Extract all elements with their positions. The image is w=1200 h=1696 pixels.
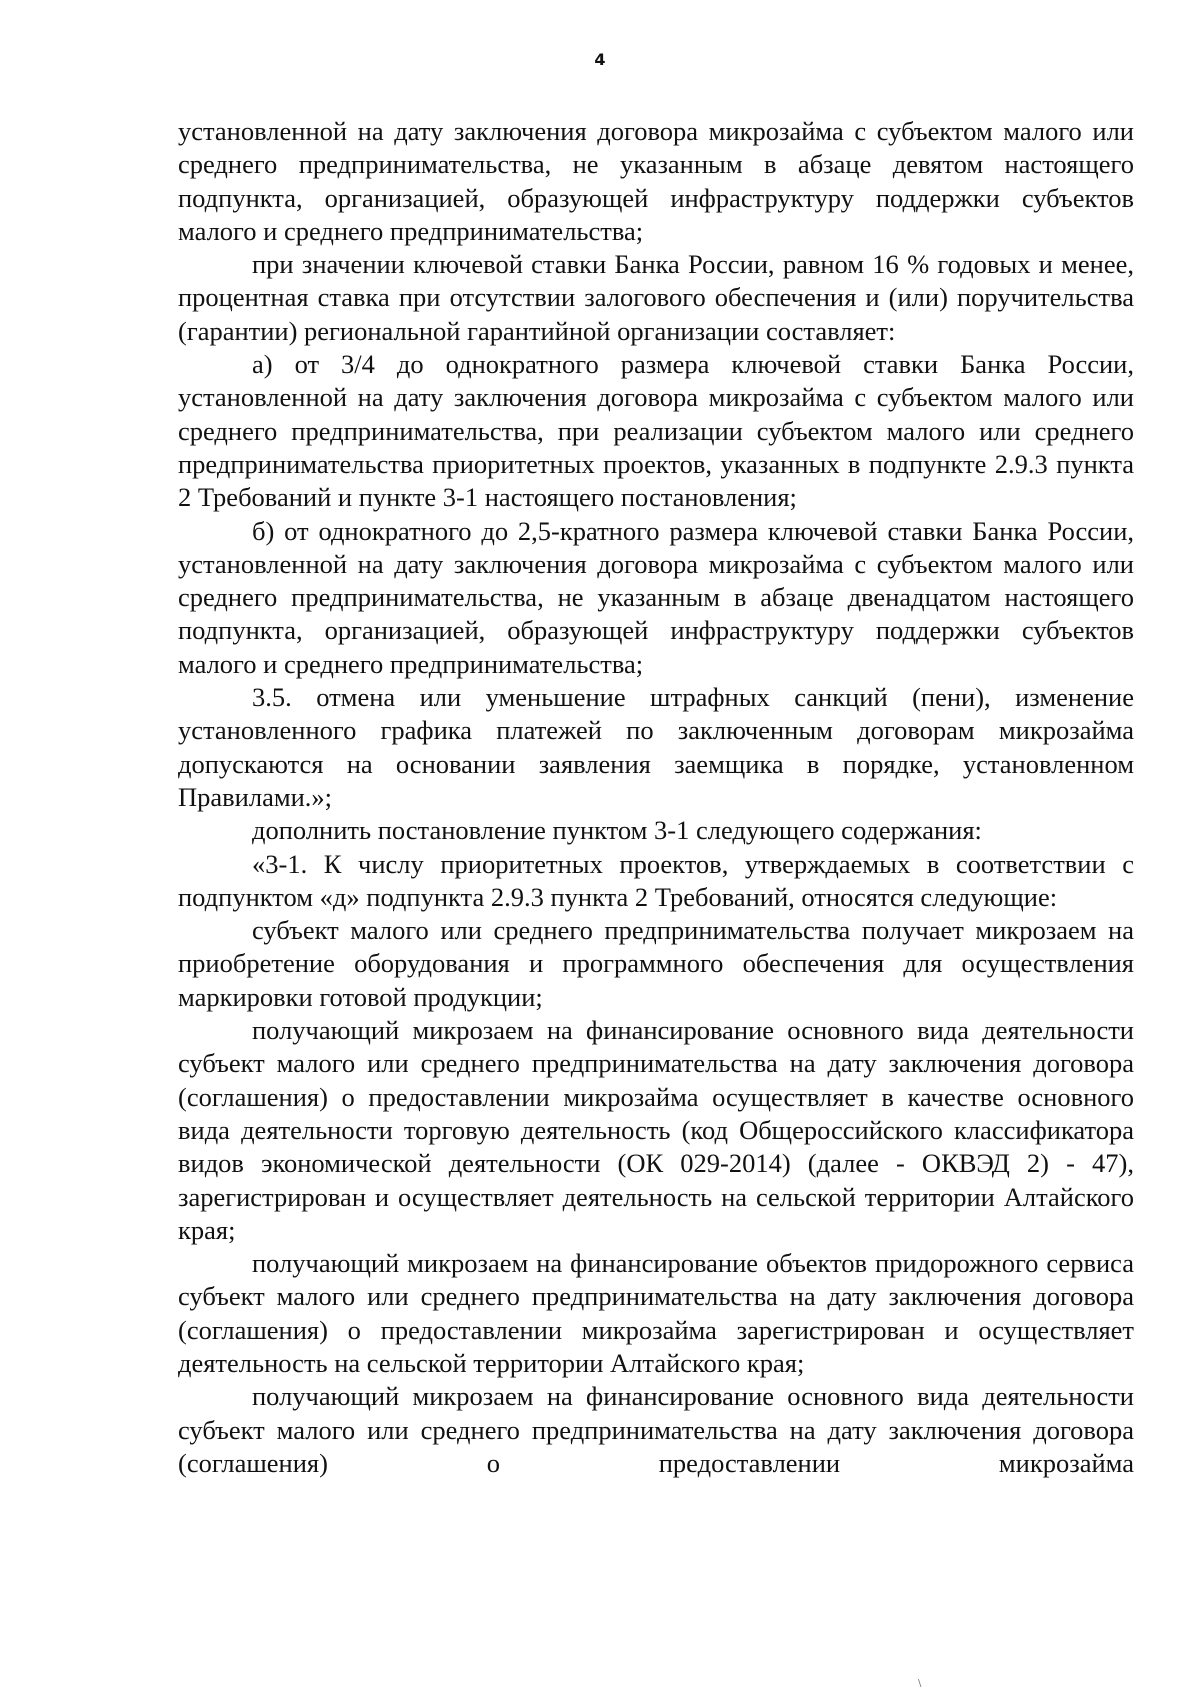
paragraph-5: 3.5. отмена или уменьшение штрафных санкций (пени), изменение установленного графика платежей по заключенным договорам микрозайма допускаются на основании заявления заемщика в порядке, установленном Правилами.»; <box>178 682 1134 812</box>
document-body <box>178 115 1134 1480</box>
paragraph-2: при значении ключевой ставки Банка России, равном 16 % годовых и менее, процентная ставка при отсутствии залогового обеспечения и (или) поручительства (гарантии) региональной гарантийной организации составляет: <box>178 249 1134 346</box>
paragraph-9: получающий микрозаем на финансирование основного вида деятельности субъект малого или среднего предпринимательства на дату заключения договора (соглашения) о предоставлении микрозайма осуществляет в качестве основного вида деятельности торговую деятельность (код Общероссийского классификатора видов экономической деятельности (ОК 029-2014) (далее - ОКВЭД 2) - 47), зарегистрирован и осуществляет деятельность на сельской территории Алтайского края; <box>178 1015 1134 1245</box>
paragraph-8: субъект малого или среднего предпринимательства получает микрозаем на приобретение оборудования и программного обеспечения для осуществления маркировки готовой продукции; <box>178 915 1134 1012</box>
paragraph-7: «3-1. К числу приоритетных проектов, утверждаемых в соответствии с подпунктом «д» подпункта 2.9.3 пункта 2 Требований, относятся следующие: <box>178 848 1134 912</box>
page-number: 4 <box>594 50 606 69</box>
paragraph-6: дополнить постановление пунктом 3-1 следующего содержания: <box>252 815 982 846</box>
paragraph-10: получающий микрозаем на финансирование объектов придорожного сервиса субъект малого или среднего предпринимательства на дату заключения договора (соглашения) о предоставлении микрозайма зарегистрирован и осуществляет деятельность на сельской территории Алтайского края; <box>178 1248 1134 1378</box>
paragraph-3: а) от 3/4 до однократного размера ключевой ставки Банка России, установленной на дату заключения договора микрозайма с субъектом малого или среднего предпринимательства, при реализации субъектом малого или среднего предпринимательства приоритетных проектов, указанных в подпункте 2.9.3 пункта 2 Требований и пункте 3-1 настоящего постановления; <box>178 349 1134 513</box>
paragraph-11: получающий микрозаем на финансирование основного вида деятельности субъект малого или среднего предпринимательства на дату заключения договора (соглашения) о предоставлении микрозайма <box>178 1381 1134 1478</box>
paragraph-4: б) от однократного до 2,5-кратного размера ключевой ставки Банка России, установленной на дату заключения договора микрозайма с субъектом малого или среднего предпринимательства, не указанным в абзаце двенадцатом настоящего подпункта, организацией, образующей инфраструктуру поддержки субъектов малого и среднего предпринимательства; <box>178 515 1134 679</box>
paragraph-1: установленной на дату заключения договора микрозайма с субъектом малого или среднего предпринимательства, не указанным в абзаце девятом настоящего подпункта, организацией, образующей инфраструктуру поддержки субъектов малого и среднего предпринимательства; <box>178 116 1134 246</box>
scan-mark: \ <box>918 1678 922 1689</box>
